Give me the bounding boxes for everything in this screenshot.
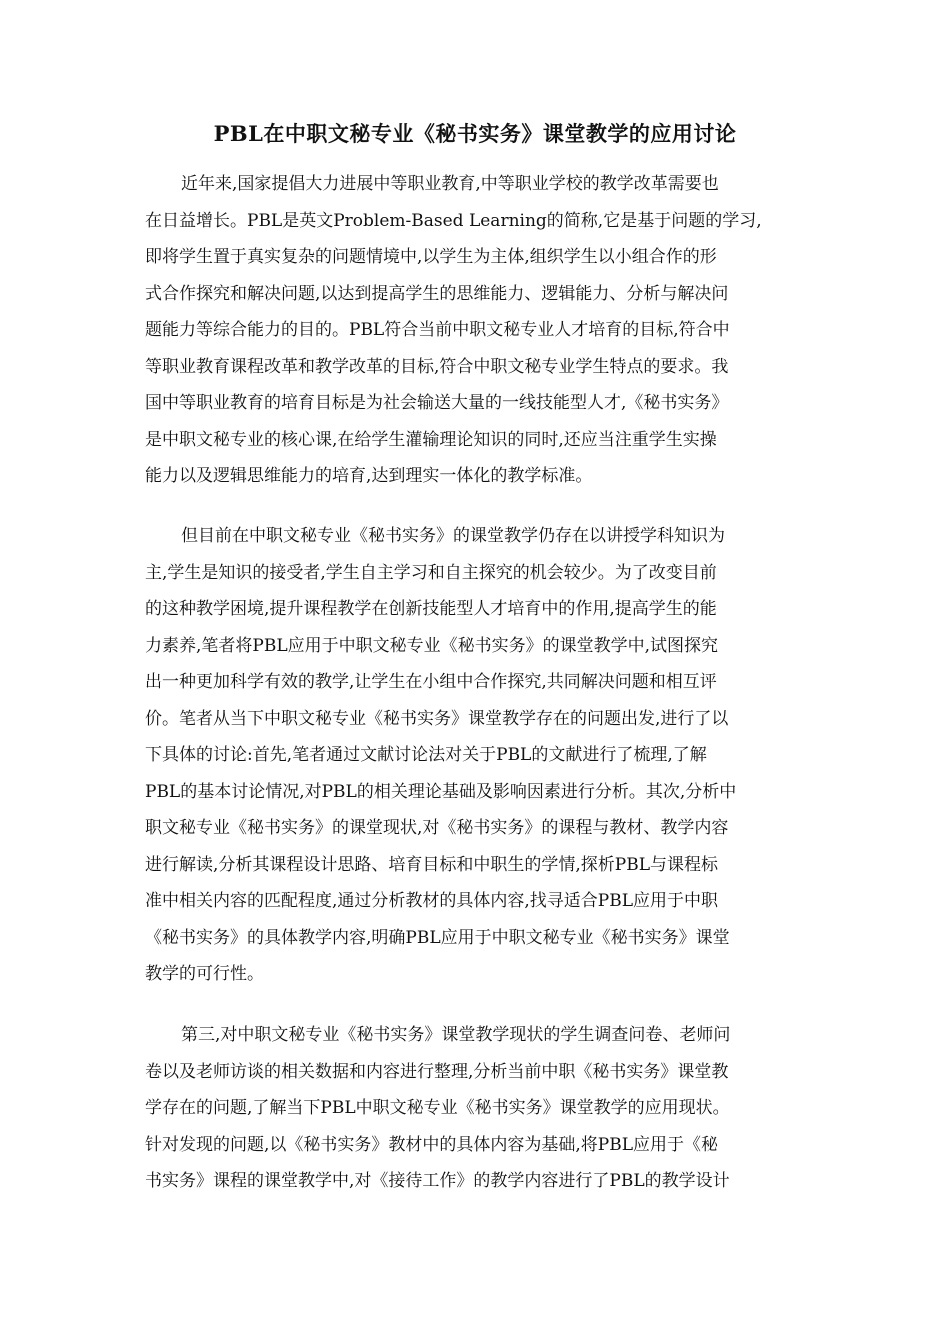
text-line: 准中相关内容的匹配程度,通过分析教材的具体内容,找寻适合PBL应用于中职 [145,891,719,911]
text-line: 题能力等综合能力的目的。PBL符合当前中职文秘专业人才培育的目标,符合中 [145,320,730,340]
text-line: 职文秘专业《秘书实务》的课堂现状,对《秘书实务》的课程与教材、教学内容 [145,818,729,838]
text-line: 《秘书实务》的具体教学内容,明确PBL应用于中职文秘专业《秘书实务》课堂 [145,927,730,948]
text-line: 价。笔者从当下中职文秘专业《秘书实务》课堂教学存在的问题出发,进行了以 [145,708,729,729]
text-line: 能力以及逻辑思维能力的培育,达到理实一体化的教学标准。 [145,466,593,486]
text-line: 即将学生置于真实复杂的问题情境中,以学生为主体,组织学生以小组合作的形 [145,247,717,267]
text-line: 第三,对中职文秘专业《秘书实务》课堂教学现状的学生调查问卷、老师问 [181,1025,731,1045]
text-line: 是中职文秘专业的核心课,在给学生灌输理论知识的同时,还应当注重学生实操 [145,429,717,450]
text-line: 教学的可行性。 [145,964,264,984]
paragraph-1 [145,166,825,495]
text-line: 式合作探究和解决问题,以达到提高学生的思维能力、逻辑能力、分析与解决问 [145,283,729,304]
text-line: 力素养,笔者将PBL应用于中职文秘专业《秘书实务》的课堂教学中,试图探究 [145,635,719,656]
text-line: PBL的基本讨论情况,对PBL的相关理论基础及影响因素进行分析。其次,分析中 [145,781,737,802]
paragraph-3 [145,1017,825,1200]
text-line: 出一种更加科学有效的教学,让学生在小组中合作探究,共同解决问题和相互评 [145,672,717,692]
document-title: PBL在中职文秘专业《秘书实务》课堂教学的应用讨论 [213,121,737,146]
text-line: 书实务》课程的课堂教学中,对《接待工作》的教学内容进行了PBL的教学设计 [145,1171,730,1191]
text-line: 等职业教育课程改革和教学改革的目标,符合中职文秘专业学生特点的要求。我 [145,356,729,377]
text-line: 学存在的问题,了解当下PBL中职文秘专业《秘书实务》课堂教学的应用现状。 [145,1098,730,1118]
text-line: 针对发现的问题,以《秘书实务》教材中的具体内容为基础,将PBL应用于《秘 [145,1134,719,1155]
text-line: 主,学生是知识的接受者,学生自主学习和自主探究的机会较少。为了改变目前 [145,562,717,583]
text-line: 卷以及老师访谈的相关数据和内容进行整理,分析当前中职《秘书实务》课堂教 [145,1061,729,1082]
text-line: 但目前在中职文秘专业《秘书实务》的课堂教学仍存在以讲授学科知识为 [181,526,725,546]
text-line: 的这种教学困境,提升课程教学在创新技能型人才培育中的作用,提高学生的能 [145,599,717,619]
text-line: 近年来,国家提倡大力进展中等职业教育,中等职业学校的教学改革需要也 [181,174,719,194]
text-line: 国中等职业教育的培育目标是为社会输送大量的一线技能型人才,《秘书实务》 [145,393,729,413]
text-line: 进行解读,分析其课程设计思路、培育目标和中职生的学情,探析PBL与课程标 [145,854,719,875]
text-line: 下具体的讨论:首先,笔者通过文献讨论法对关于PBL的文献进行了梳理,了解 [145,745,707,765]
paragraph-2 [145,518,825,993]
text-line: 在日益增长。PBL是英文Problem-Based Learning的简称,它是基于问题的学习, [145,210,762,231]
